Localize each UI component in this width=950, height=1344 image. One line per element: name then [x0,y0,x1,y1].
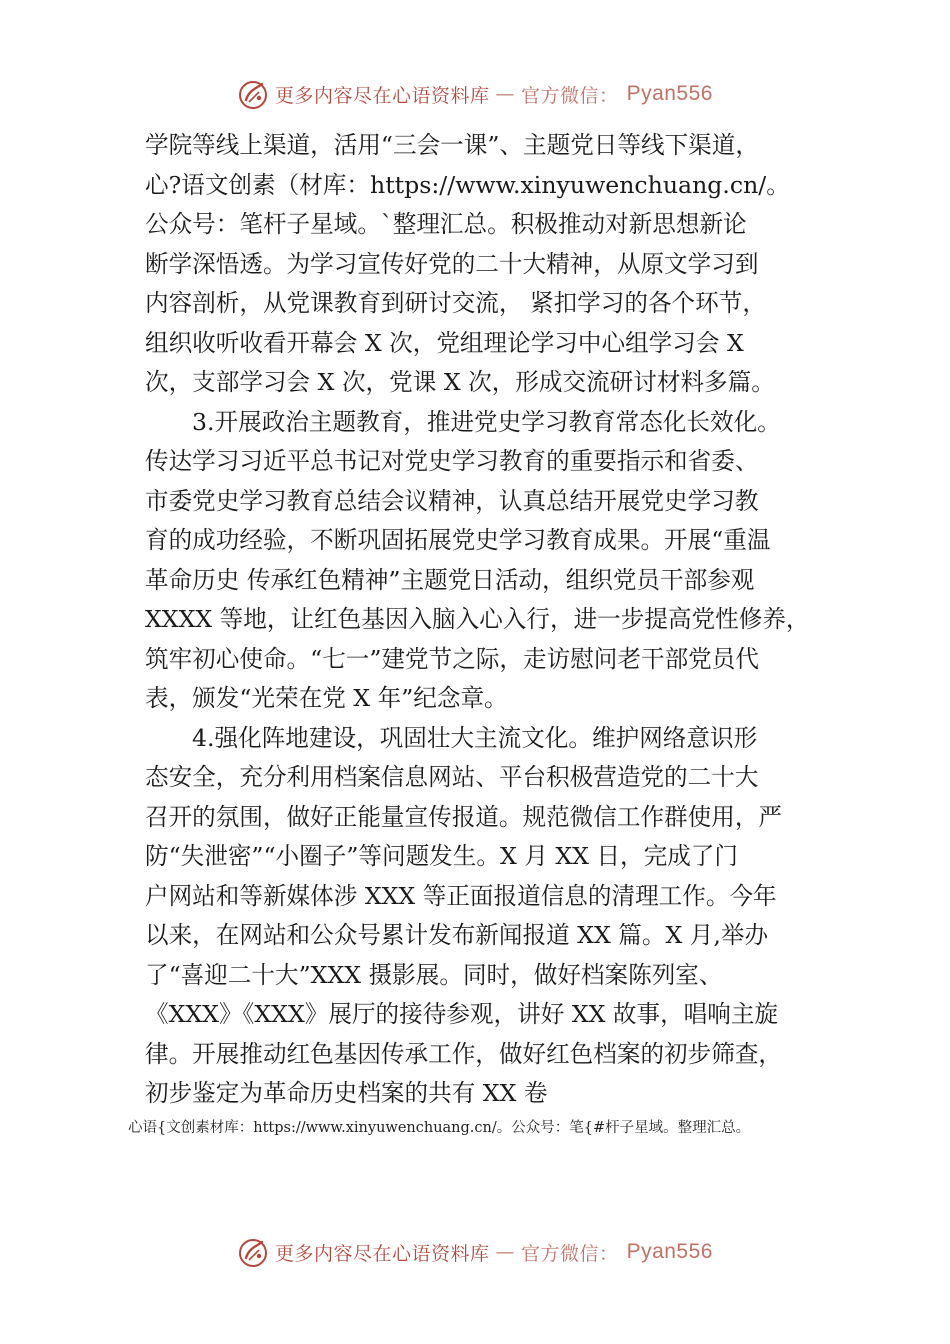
text-line: 育的成功经验，不断巩固拓展党史学习教育成果。开展“重温 [145,526,771,554]
banner-text: 更多内容尽在心语资料库 [275,84,490,107]
text-line: 传达学习习近平总书记对党史学习教育的重要指示和省委、 [145,447,759,475]
text-line: 心?语文创素（材库：https://www.xinyuwenchuang.cn/。 [145,170,790,199]
header-banner [0,74,950,114]
wechat-id: Pyan556 [626,82,713,105]
wechat-label: 官方微信： [521,84,619,107]
text-line: 了“喜迎二十大”XXX 摄影展。同时，做好档案陈列室、 [145,960,723,989]
wechat-id: Pyan556 [626,1240,713,1263]
text-line: 《XXX》《XXX》展厅的接待参观，讲好 XX 故事，唱响主旋 [145,1000,779,1028]
text-line: 防“失泄密”“小圈子”等问题发生。X 月 XX 日，完成了门 [145,842,739,870]
brand-logo-icon [237,78,269,110]
text-line: 户网站和等新媒体涉 XXX 等正面报道信息的清理工作。今年 [145,881,777,910]
text-line: 组织收听收看开幕会 X 次，党组理论学习中心组学习会 X [145,328,744,357]
text-line: 以来，在网站和公众号累计发布新闻报道 XX 篇。X 月,举办 [145,921,769,949]
text-line: 筑牢初心使命。“七一”建党节之际，走访慰问老干部党员代 [145,644,759,673]
banner-separator: — [495,83,516,105]
text-line: 公众号：笔杆子星域。`整理汇总。积极推动对新思想新论 [145,210,747,238]
banner-separator: — [495,1241,516,1263]
wechat-label: 官方微信： [521,1242,619,1265]
text-line: 态安全，充分利用档案信息网站、平台积极营造党的二十大 [145,763,759,791]
text-line: 召开的氛围，做好正能量宣传报道。规范微信工作群使用，严 [145,802,783,831]
text-line: 4.强化阵地建设，巩固壮大主流文化。维护网络意识形 [192,723,758,752]
text-line: XXXX 等地，让红色基因入脑入心入行，进一步提高党性修养， [145,605,810,633]
text-line: 革命历史 传承红色精神”主题党日活动，组织党员干部参观 [145,565,755,594]
banner-text: 更多内容尽在心语资料库 [275,1242,490,1265]
brand-logo-icon [237,1236,269,1268]
footnote: 心语{文创素材库：https://www.xinyuwenchuang.cn/。公众号：笔{#杆子星域。整理汇总。 [128,1120,751,1136]
text-line: 内容剖析，从党课教育到研讨交流， 紧扣学习的各个环节， [145,289,766,317]
text-line: 律。开展推动红色基因传承工作，做好红色档案的初步筛查， [145,1039,783,1068]
text-line: 断学深悟透。为学习宣传好党的二十大精神，从原文学习到 [145,249,759,278]
text-line: 次，支部学习会 X 次，党课 X 次，形成交流研讨材料多篇。 [145,368,775,396]
text-line: 3.开展政治主题教育，推进党史学习教育常态化长效化。 [192,407,781,436]
text-line: 学院等线上渠道，活用“三会一课”、主题党日等线下渠道， [145,131,759,159]
footer-banner [0,1232,950,1272]
text-line: 市委党史学习教育总结会议精神，认真总结开展党史学习教 [145,486,759,515]
text-line: 表，颁发“光荣在党 X 年”纪念章。 [145,684,508,712]
document-body [145,126,835,1114]
text-line: 初步鉴定为革命历史档案的共有 XX 卷 [145,1079,548,1107]
